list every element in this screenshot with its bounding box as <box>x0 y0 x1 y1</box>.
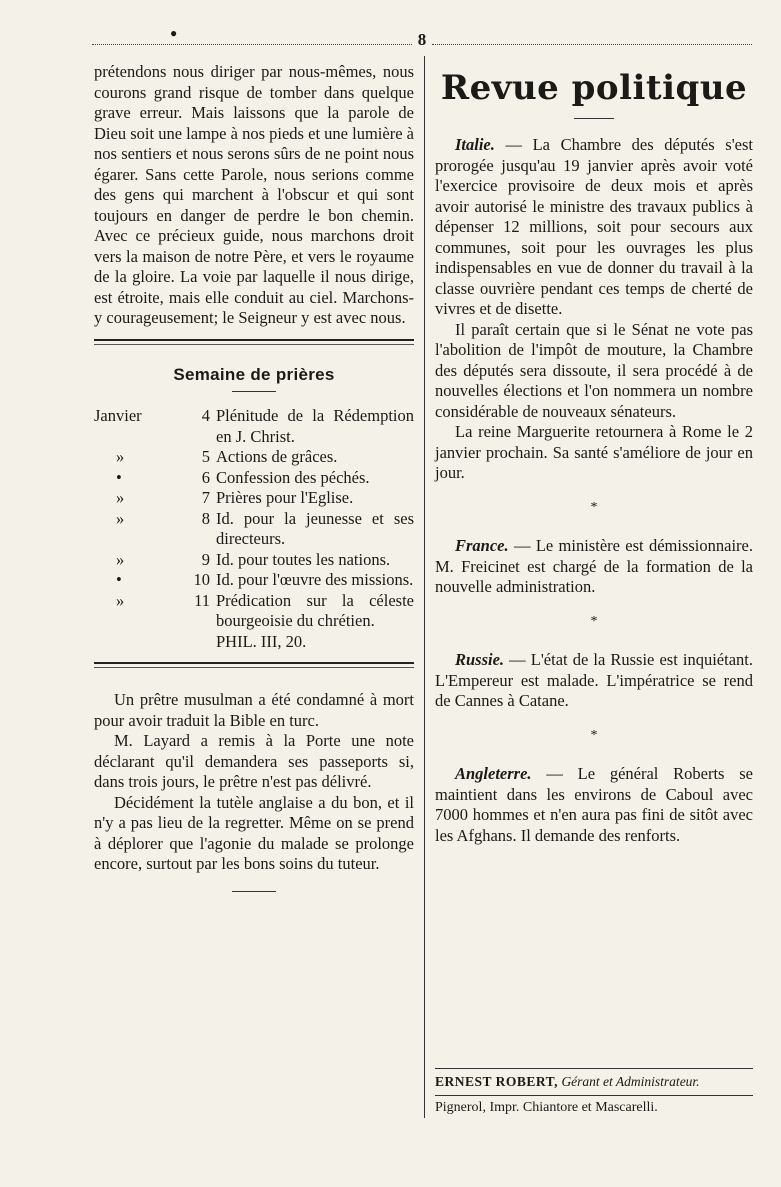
prayer-entry <box>94 591 414 653</box>
manager-name: ERNEST ROBERT, <box>435 1074 559 1089</box>
manager-role: Gérant et Administrateur. <box>561 1074 700 1089</box>
prayer-day: 5 <box>201 447 210 466</box>
prayer-month: • <box>116 467 122 487</box>
scripture-reference: PHIL. III, 20. <box>216 631 307 651</box>
section-angleterre <box>435 764 753 846</box>
prayer-day: 4 <box>201 406 210 425</box>
section-text: — Le général Roberts se maintient dans les environs de Caboul avec 7000 hommes et n'en aura pas fini de sitôt avec les Afghans. Il demande des renforts. <box>435 764 754 845</box>
prayer-day: 10 <box>193 570 210 589</box>
section-paragraph <box>435 536 753 598</box>
prayer-entry <box>94 468 414 489</box>
right-column <box>435 68 753 846</box>
end-rule <box>232 891 276 892</box>
section-italie <box>435 135 753 484</box>
prayer-day: 8 <box>201 508 210 528</box>
masthead-title: Revue politique <box>440 68 748 108</box>
prayer-day: 11 <box>194 590 210 610</box>
ornament-star: ● <box>170 26 178 40</box>
prayer-week-title: Semaine de prières <box>173 364 335 384</box>
header-dotted-rule-right <box>432 44 752 45</box>
separator-star: * <box>590 613 598 629</box>
page-number: 8 <box>417 30 427 49</box>
prayer-topic: Id. pour l'œuvre des missions. <box>216 570 414 589</box>
prayer-topic: Id. pour la jeunesse et ses directeurs. <box>216 508 414 548</box>
prayer-month: • <box>116 570 122 589</box>
prayer-month: » <box>116 549 125 569</box>
section-text: — La Chambre des députés s'est prorogée jusqu'au 19 janvier après avoir voté l'exercice provisoire de deux mois et après avoir autorisé le ministre des travaux publics à dépenser 12 millions, soit pour secours aux communes, soit pour les ouvrages les plus indispensables en vue de donner du travail à la classe ouvrière pendant ces temps de cherté de vivres et de disette. <box>435 135 753 318</box>
news-paragraph: M. Layard a remis à la Porte une note déclarant qu'il demandera ses passeports si, dans trois jours, le prêtre n'est pas délivré. <box>94 731 414 791</box>
printer-credit: Pignerol, Impr. Chiantore et Mascarelli. <box>435 1095 753 1117</box>
prayer-week-table <box>94 406 414 652</box>
separator-star: * <box>590 727 598 743</box>
news-paragraph: Décidément la tutèle anglaise a du bon, et il n'y a pas lieu de la regretter. Même on se prend à déplorer que l'agonie du malade se prolonge encore, surtout par les bons soins du tuteur. <box>94 792 414 873</box>
section-rule <box>94 662 414 668</box>
section-rule <box>94 339 414 345</box>
prayer-entry <box>94 570 414 591</box>
title-underline <box>232 391 276 392</box>
prayer-topic: Id. pour toutes les nations. <box>216 549 391 569</box>
prayer-month: » <box>116 488 125 507</box>
prayer-topic-text: Prédication sur la céleste bourgeoisie du chrétien. <box>216 590 414 630</box>
country-name: Angleterre. <box>455 764 532 783</box>
left-column <box>94 62 414 892</box>
prayer-entry <box>94 406 414 447</box>
prayer-day: 9 <box>201 549 210 569</box>
section-russie <box>435 650 753 712</box>
prayer-entry <box>94 447 414 468</box>
separator-star: * <box>590 499 598 515</box>
prayer-day: 7 <box>201 488 210 507</box>
prayer-day: 6 <box>201 467 210 487</box>
country-name: Italie. <box>455 135 495 154</box>
column-divider <box>424 56 425 1118</box>
section-text: — Le ministère est démissionnaire. M. Freicinet est chargé de la formation de la nouvelle administration. <box>435 536 753 596</box>
section-paragraph <box>435 764 753 846</box>
section-france <box>435 536 753 598</box>
header-dotted-rule-left <box>92 44 412 45</box>
prayer-month: Janvier <box>94 406 142 425</box>
prayer-month: » <box>116 447 125 466</box>
country-name: France. <box>455 536 509 555</box>
section-paragraph: Il paraît certain que si le Sénat ne vote pas l'abolition de l'impôt de mouture, la Chambre des députés sera dissoute, il sera procédé à de nouvelles élections et l'on nommera un nombre considérable de nouveaux sénateurs. <box>435 319 753 421</box>
prayer-topic <box>216 591 414 653</box>
prayer-month: » <box>116 590 125 610</box>
news-paragraph: Un prêtre musulman a été condamné à mort pour avoir traduit la Bible en turc. <box>94 690 414 730</box>
prayer-topic: Prières pour l'Eglise. <box>216 488 354 507</box>
section-paragraph <box>435 135 753 320</box>
section-paragraph <box>435 650 753 712</box>
prayer-month: » <box>116 508 125 528</box>
news-turkey <box>94 690 414 875</box>
prayer-entry <box>94 488 414 509</box>
prayer-topic: Confession des péchés. <box>216 467 370 487</box>
prayer-topic: Actions de grâces. <box>216 447 338 466</box>
prayer-entry <box>94 509 414 550</box>
prayer-topic: Plénitude de la Rédemption en J. Christ. <box>216 406 414 446</box>
prayer-entry <box>94 550 414 571</box>
publication-credit <box>435 1068 753 1117</box>
section-text: — L'état de la Russie est inquiétant. L'Empereur est malade. L'impératrice se rend de Cannes à Catane. <box>435 650 753 710</box>
opening-paragraph: prétendons nous diriger par nous-mêmes, nous courons grand risque de tomber dans quelque grave erreur. Mais laissons que la parole de Dieu soit une lampe à nos pieds et une lumière à nos sentiers et nous serons sûrs de ne point nous égarer. Sans cette Parole, nous serions comme des gens qui marchent à l'obscur et qui sont toujours en danger de perdre le bon chemin. Avec ce précieux guide, nous marchons droit vers la maison de notre Père, et vers le royaume de la gloire. La voie par laquelle il nous dirige, est étroite, mais elle conduit au ciel. Marchons-y courageusement; le Seigneur y est avec nous. <box>94 62 414 327</box>
masthead-underline <box>574 118 614 119</box>
page-header <box>92 26 752 56</box>
country-name: Russie. <box>455 650 505 669</box>
section-paragraph: La reine Marguerite retournera à Rome le 2 janvier prochain. Sa santé s'améliore de jour en jour. <box>435 422 753 482</box>
manager-credit <box>435 1068 753 1091</box>
